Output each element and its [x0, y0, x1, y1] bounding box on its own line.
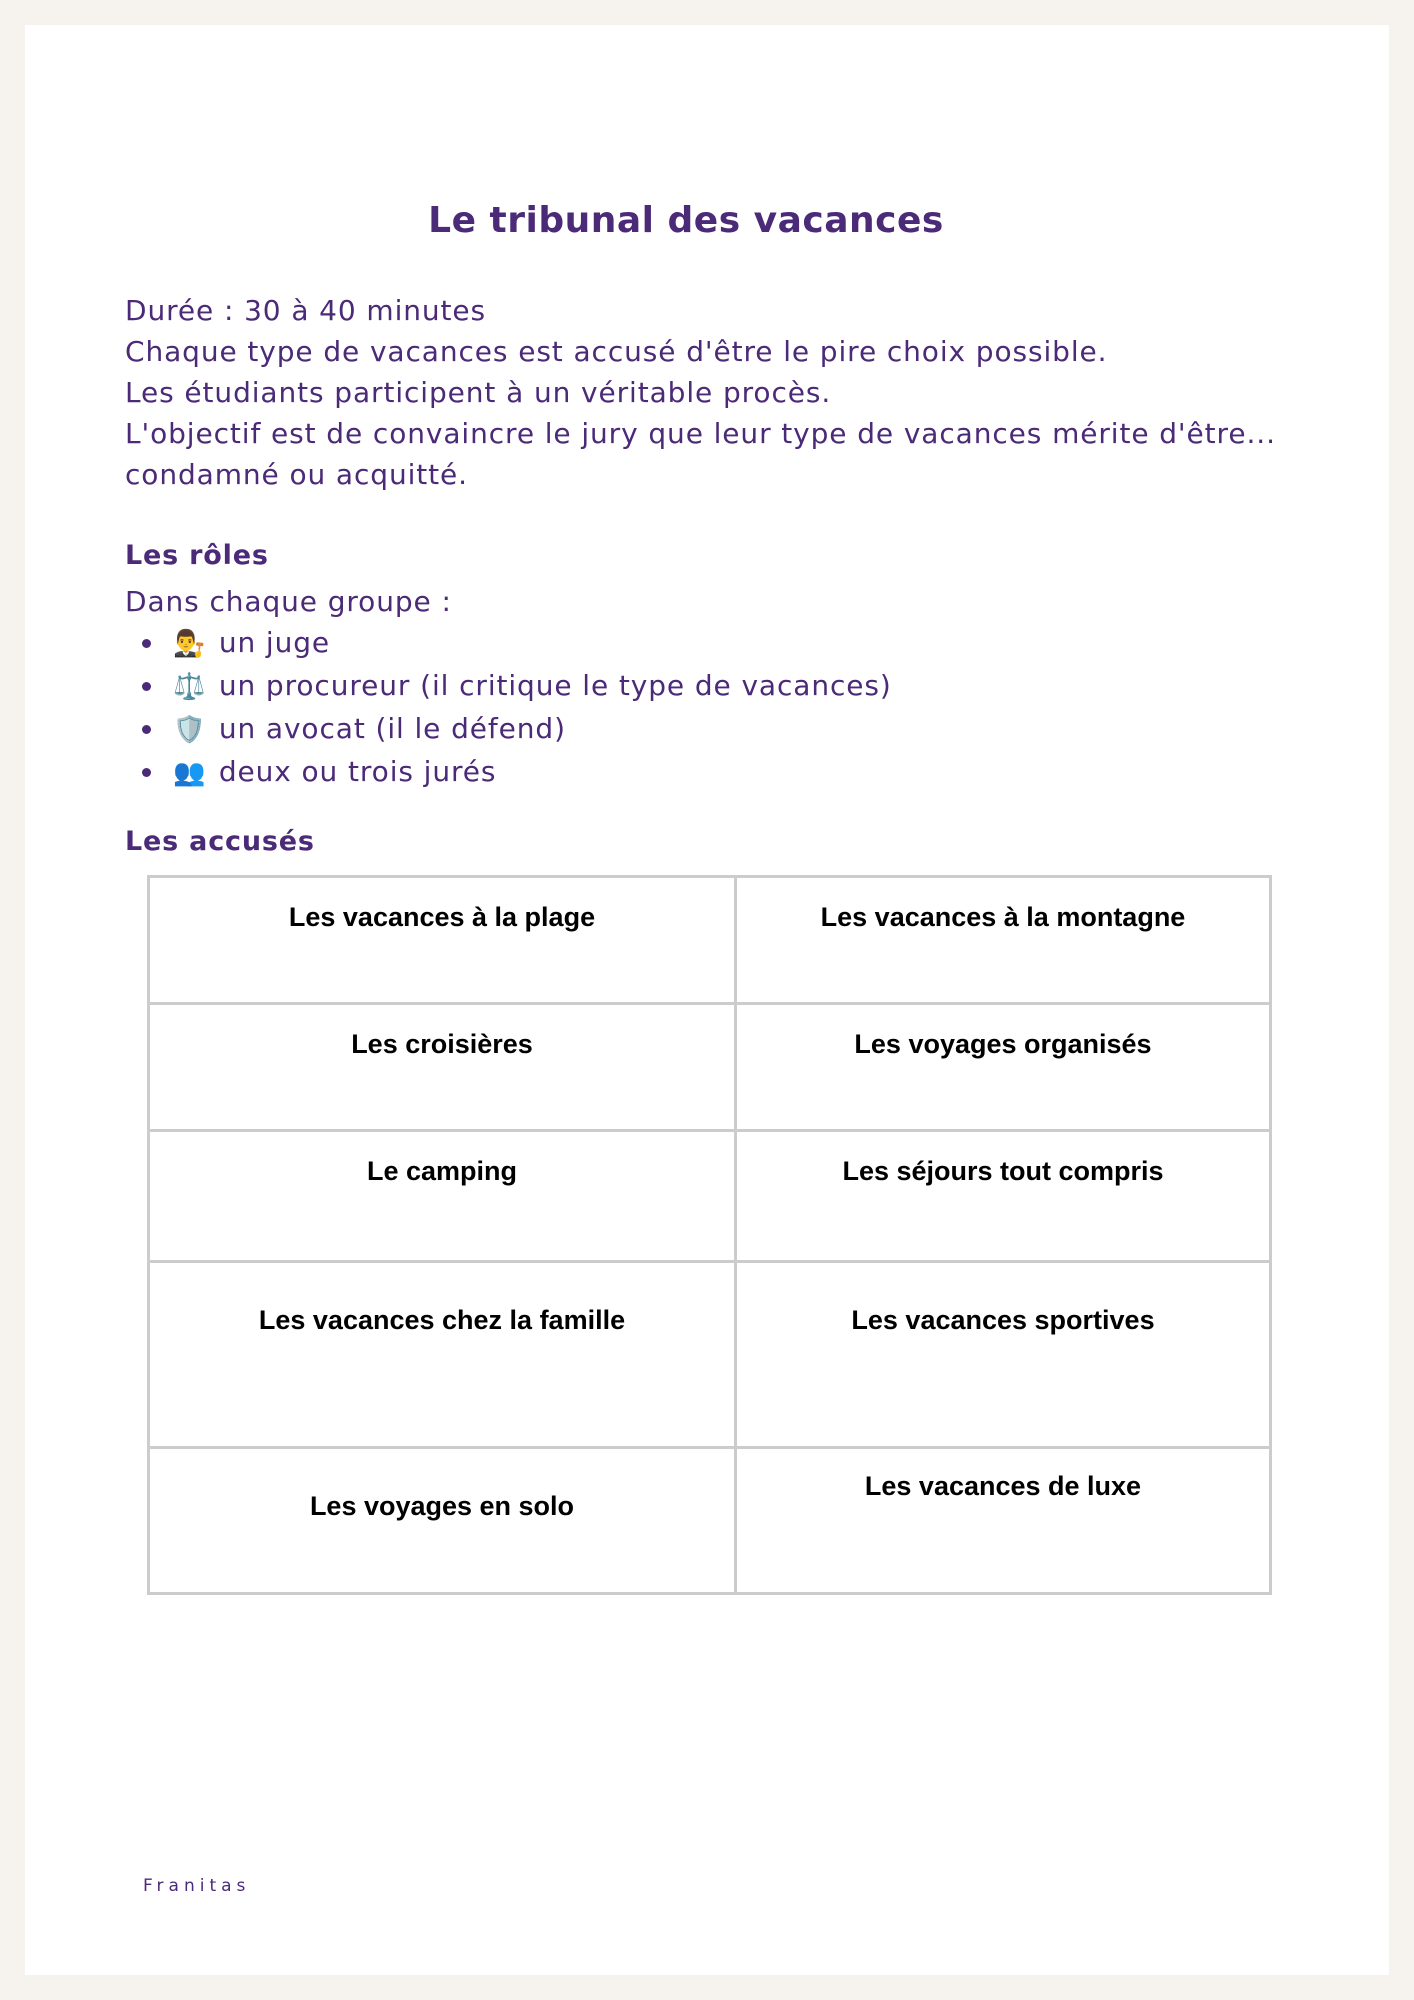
bullet-icon [142, 682, 151, 691]
role-label: un procureur (il critique le type de vacances) [218, 669, 892, 702]
bullet-icon [142, 768, 151, 777]
table-cell: Les voyages organisés [736, 1004, 1271, 1131]
table-row [149, 1448, 1271, 1594]
table-cell: Le camping [149, 1131, 736, 1262]
table-cell: Les vacances de luxe [736, 1448, 1271, 1594]
table-row [149, 1004, 1271, 1131]
intro-line-objective: L'objectif est de convaincre le jury que leur type de vacances mérite d'être... [125, 417, 1276, 450]
scales-icon: ⚖️ [173, 672, 207, 702]
roles-heading: Les rôles [125, 540, 269, 571]
intro-line-verdict: condamné ou acquitté. [125, 458, 468, 491]
intro-line-accusation: Chaque type de vacances est accusé d'être le pire choix possible. [125, 335, 1108, 368]
list-item [125, 665, 892, 708]
shield-icon: 🛡️ [173, 715, 207, 745]
table-row [149, 1262, 1271, 1448]
table-row [149, 877, 1271, 1004]
list-item [125, 751, 892, 794]
roles-intro: Dans chaque groupe : [125, 585, 452, 618]
page-title: Le tribunal des vacances [428, 200, 944, 241]
table-cell: Les vacances chez la famille [149, 1262, 736, 1448]
table-cell: Les voyages en solo [149, 1448, 736, 1594]
bullet-icon [142, 725, 151, 734]
table-cell: Les vacances sportives [736, 1262, 1271, 1448]
accuses-table [147, 875, 1272, 1595]
table-cell: Les vacances à la montagne [736, 877, 1271, 1004]
role-label: deux ou trois jurés [218, 755, 497, 788]
bullet-icon [142, 639, 151, 648]
role-label: un avocat (il le défend) [218, 712, 566, 745]
intro-paragraph [125, 290, 1276, 495]
list-item [125, 622, 892, 665]
list-item [125, 708, 892, 751]
table-cell: Les séjours tout compris [736, 1131, 1271, 1262]
table-row [149, 1131, 1271, 1262]
table-cell: Les vacances à la plage [149, 877, 736, 1004]
accuses-heading: Les accusés [125, 826, 315, 857]
intro-line-duration: Durée : 30 à 40 minutes [125, 294, 487, 327]
judge-icon: 👨‍⚖️ [173, 629, 207, 659]
roles-list [125, 622, 892, 794]
role-label: un juge [218, 626, 331, 659]
people-icon: 👥 [173, 758, 207, 788]
footer-brand: Franitas [143, 1876, 251, 1896]
table-cell: Les croisières [149, 1004, 736, 1131]
intro-line-trial: Les étudiants participent à un véritable procès. [125, 376, 832, 409]
